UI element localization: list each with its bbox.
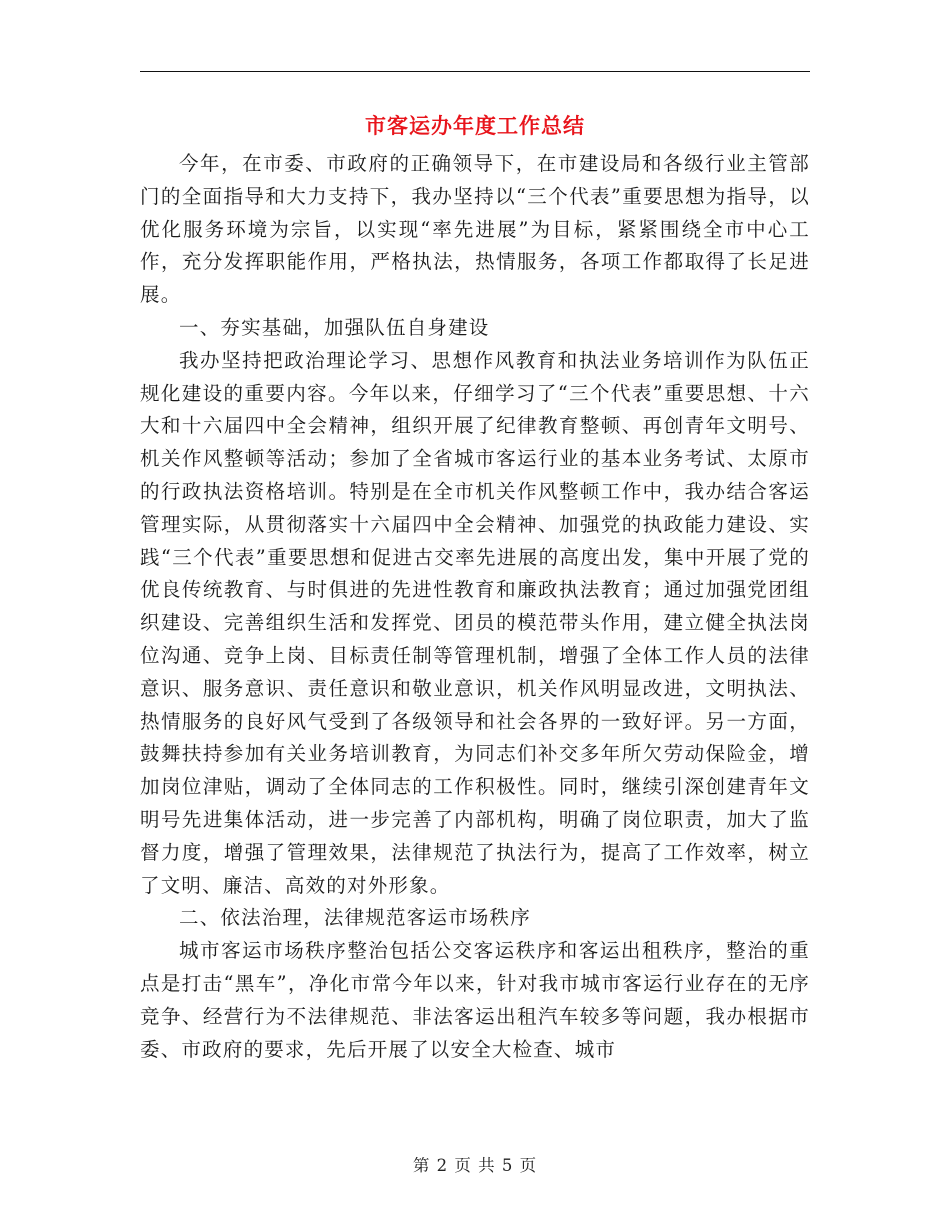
header-rule	[140, 71, 810, 72]
document-title: 市客运办年度工作总结	[365, 113, 585, 138]
page-number: 第 2 页 共 5 页	[412, 1156, 538, 1175]
intro-paragraph: 今年，在市委、市政府的正确领导下，在市建设局和各级行业主管部门的全面指导和大力支持下，我办坚持以“三个代表”重要思想为指导，以优化服务环境为宗旨，以实现“率先进展”为目标，紧紧围绕全市中心工作，充分发挥职能作用，严格执法，热情服务，各项工作都取得了长足进展。	[140, 152, 810, 307]
section-heading-2: 二、依法治理，法律规范客运市场秩序	[179, 906, 531, 930]
section-heading-1: 一、夯实基础，加强队伍自身建设	[179, 315, 490, 339]
section-2-paragraph: 城市客运市场秩序整治包括公交客运秩序和客运出租秩序，整治的重点是打击“黑车”，净化市常今年以来，针对我市城市客运行业存在的无序竞争、经营行为不法律规范、非法客运出租汽车较多等问题，我办根据市委、市政府的要求，先后开展了以安全大检查、城市	[140, 939, 810, 1061]
document-body	[140, 148, 810, 1066]
section-1-paragraph: 我办坚持把政治理论学习、思想作风教育和执法业务培训作为队伍正规化建设的重要内容。今年以来，仔细学习了“三个代表”重要思想、十六大和十六届四中全会精神，组织开展了纪律教育整顿、再创青年文明号、机关作风整顿等活动；参加了全省城市客运行业的基本业务考试、太原市的行政执法资格培训。特别是在全市机关作风整顿工作中，我办结合客运管理实际，从贯彻落实十六届四中全会精神、加强党的执政能力建设、实践“三个代表”重要思想和促进古交率先进展的高度出发，集中开展了党的优良传统教育、与时俱进的先进性教育和廉政执法教育；通过加强党团组织建设、完善组织生活和发挥党、团员的模范带头作用，建立健全执法岗位沟通、竞争上岗、目标责任制等管理机制，增强了全体工作人员的法律意识、服务意识、责任意识和敬业意识，机关作风明显改进，文明执法、热情服务的良好风气受到了各级领导和社会各界的一致好评。另一方面，鼓舞扶持参加有关业务培训教育，为同志们补交多年所欠劳动保险金，增加岗位津贴，调动了全体同志的工作积极性。同时，继续引深创建青年文明号先进集体活动，进一步完善了内部机构，明确了岗位职责，加大了监督力度，增强了管理效果，法律规范了执法行为，提高了工作效率，树立了文明、廉洁、高效的对外形象。	[140, 348, 810, 897]
